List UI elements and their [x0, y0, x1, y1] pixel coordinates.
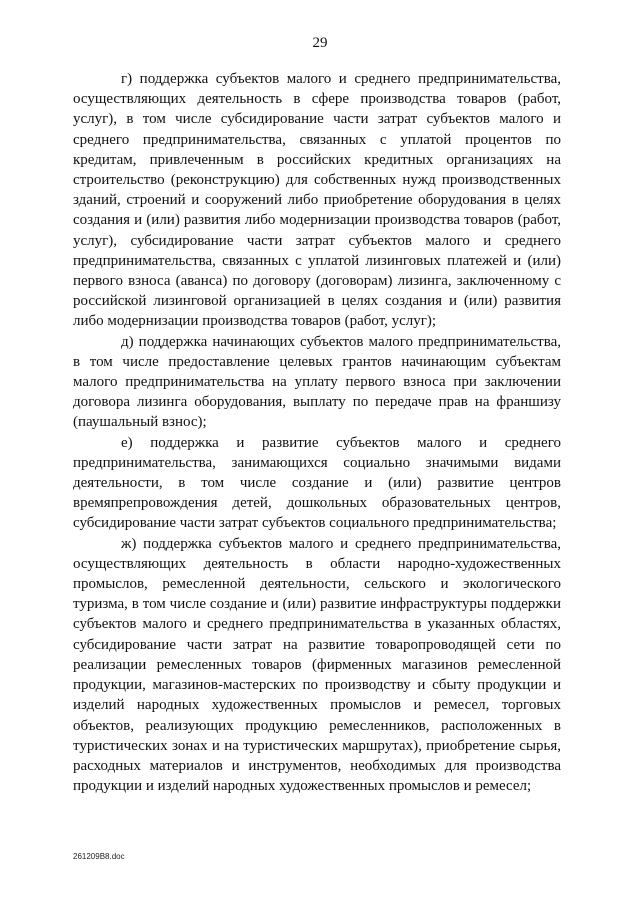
page-number: 29	[312, 35, 328, 51]
paragraph-e: е) поддержка и развитие субъектов малого и среднего предпринимательства, занимающихся социально значимыми видами деятельности, в том числе создание и (или) развитие центров времяпрепровождения детей, дошкольных образовательных центров, субсидирование части затрат субъектов социального предпринимательства;	[73, 434, 561, 532]
paragraph-d: д) поддержка начинающих субъектов малого предпринимательства, в том числе предоставление целевых грантов начинающим субъектам малого предпринимательства на уплату первого взноса при заключении договора лизинга оборудования, выплату по передаче прав на франшизу (паушальный взнос);	[73, 333, 561, 431]
file-name-footer: 261209B8.doc	[73, 852, 125, 861]
paragraph-g: г) поддержка субъектов малого и среднего предпринимательства, осуществляющих деятельность в сфере производства товаров (работ, услуг), в том числе субсидирование части затрат субъектов малого и среднего предпринимательства, связанных с уплатой процентов по кредитам, привлеченным в российских кредитных организациях на строительство (реконструкцию) для собственных нужд производственных зданий, строений и сооружений либо приобретение оборудования в целях создания и (или) развития либо модернизации производства товаров (работ, услуг), субсидирование части затрат субъектов малого и среднего предпринимательства, связанных с уплатой лизинговых платежей и (или) первого взноса (аванса) по договору (договорам) лизинга, заключенному с российской лизинговой организацией в целях создания и (или) развития либо модернизации производства товаров (работ, услуг);	[73, 71, 561, 330]
paragraph-zh: ж) поддержка субъектов малого и среднего предпринимательства, осуществляющих деятельность в области народно-художественных промыслов, ремесленной деятельности, сельского и экологического туризма, в том числе создание и (или) развитие инфраструктуры поддержки субъектов малого и среднего предпринимательства в указанных областях, субсидирование части затрат на развитие товаропроводящей сети по реализации ремесленных товаров (фирменных магазинов ремесленной продукции, магазинов-мастерских по производству и сбыту продукции и изделий народных художественных промыслов и ремесел, торговых объектов, реализующих продукцию ремесленников, расположенных в туристических зонах и на туристических маршрутах), приобретение сырья, расходных материалов и инструментов, необходимых для производства продукции и изделий народных художественных промыслов и ремесел;	[73, 535, 561, 795]
document-body	[73, 69, 561, 796]
